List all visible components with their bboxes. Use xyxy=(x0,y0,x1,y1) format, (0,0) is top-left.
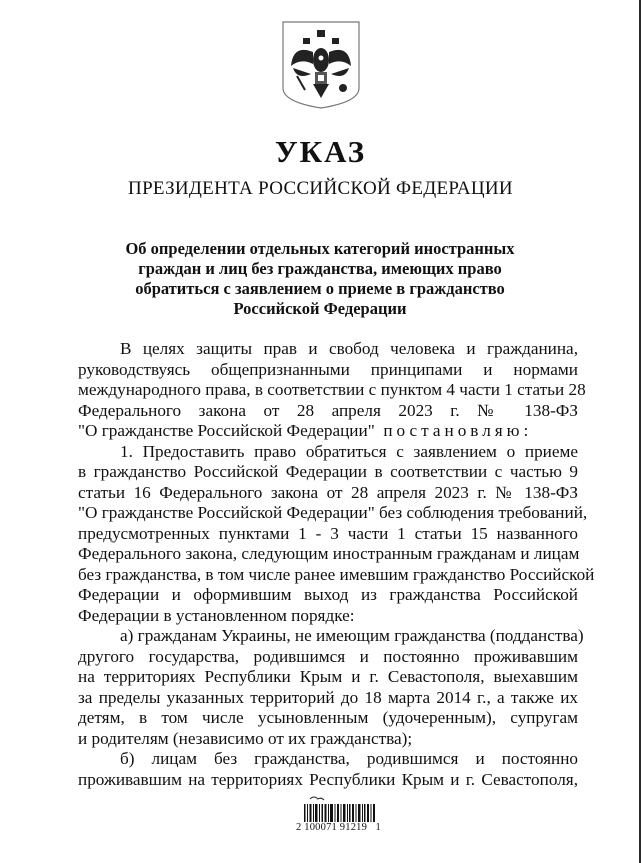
text-line: предусмотренных пунктами 1 - 3 части 1 статьи 15 названного xyxy=(78,523,578,543)
clause-a xyxy=(78,626,584,749)
text-line: Федерального закона от 28 апреля 2023 г. № 138-ФЗ xyxy=(78,400,578,420)
subject-line: Российской Федерации xyxy=(233,299,407,318)
text-line: на территориях Республики Крым и г. Севастополя, выехавшим xyxy=(78,667,578,686)
text-line: а) гражданам Украины, не имеющим гражданства (подданства) xyxy=(120,626,584,645)
decree-body xyxy=(78,339,595,790)
text-line: Федерации в установленном порядке: xyxy=(78,605,355,625)
text-line: международного права, в соответствии с пунктом 4 части 1 статьи 28 xyxy=(78,380,586,399)
text-line: другого государства, родившимся и постоянно проживавшим xyxy=(78,646,578,666)
preamble-paragraph xyxy=(78,339,586,442)
text-line: детям, в том числе усыновленным (удочеренным), супругам xyxy=(78,708,578,727)
text-line: Федерации и оформившим выход из гражданства Российской xyxy=(78,585,578,604)
text-line: 1. Предоставить право обратиться с заявлением о приеме xyxy=(120,441,578,461)
subject-line: обратиться с заявлением о приеме в гражданство xyxy=(135,279,505,298)
text-line: "О гражданстве Российской Федерации" без соблюдения требований, xyxy=(78,503,588,522)
text-line: статьи 16 Федерального закона от 28 апреля 2023 г. № 138-ФЗ xyxy=(78,482,578,502)
law-name: "О гражданстве Российской Федерации" xyxy=(78,421,375,440)
text-line xyxy=(78,421,578,442)
text-line: в гражданство Российской Федерации в соответствии с частью 9 xyxy=(78,462,578,481)
subject-line: Об определении отдельных категорий иностранных xyxy=(125,239,515,258)
document-title: УКАЗ xyxy=(274,134,367,169)
text-line: руководствуясь общепризнанными принципами и нормами xyxy=(78,359,578,379)
coat-of-arms-icon xyxy=(279,18,363,110)
decree-word: постановляю: xyxy=(383,421,533,440)
text-line: В целях защиты прав и свобод человека и гражданина, xyxy=(120,339,578,358)
text-line: и родителям (независимо от их гражданства); xyxy=(78,728,413,748)
clause-1 xyxy=(78,441,595,627)
text-line: за пределы указанных территорий до 18 марта 2014 г., а также их xyxy=(78,687,578,707)
text-line: Федерального закона, следующим иностранным гражданам и лицам xyxy=(78,544,580,563)
clause-b xyxy=(78,749,578,790)
decree-subject xyxy=(120,239,520,319)
text-line: б) лицам без гражданства, родившимся и постоянно xyxy=(120,749,578,768)
document-subtitle: ПРЕЗИДЕНТА РОССИЙСКОЙ ФЕДЕРАЦИИ xyxy=(128,178,513,199)
barcode-icon xyxy=(300,795,384,843)
subject-line: граждан и лиц без гражданства, имеющих право xyxy=(138,259,502,278)
text-line: без гражданства, в том числе ранее имевшим гражданство Российской xyxy=(78,564,595,584)
text-line: проживавшим на территориях Республики Крым и г. Севастополя, xyxy=(78,769,578,789)
barcode-number: 2 100071 91219 1 xyxy=(296,822,381,833)
